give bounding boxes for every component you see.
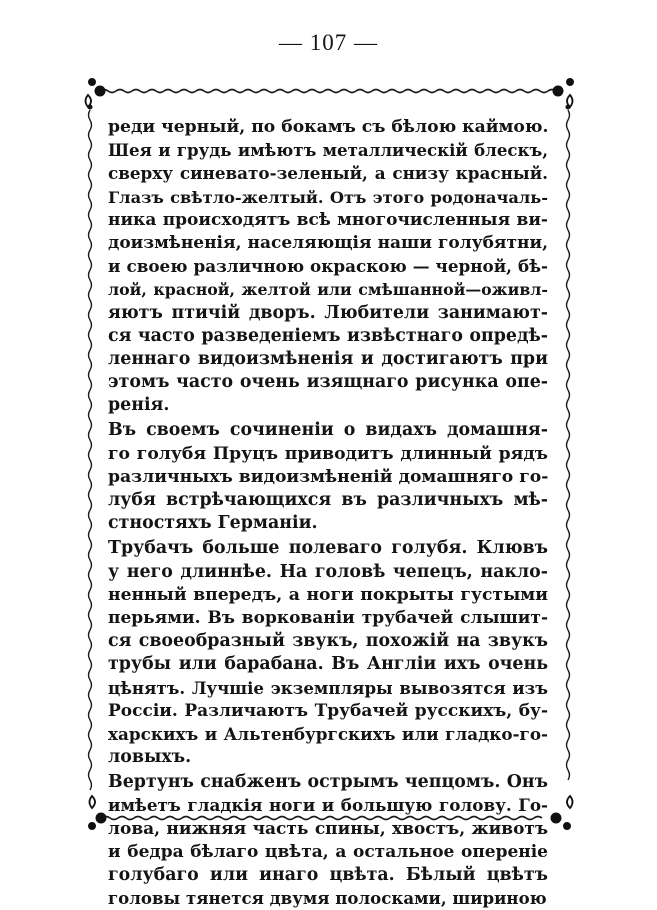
corner-ornament-top-right <box>553 79 574 110</box>
border-top <box>100 90 556 93</box>
text-line: леннаго видоизмѣненія и достигаютъ при <box>108 348 548 369</box>
text-line: сверху синевато-зеленый, а снизу красный. <box>108 163 548 184</box>
text-line: цѣнятъ. Лучшіе экземпляры вывозятся изъ <box>108 677 548 698</box>
text-line: ся часто разведеніемъ извѣстнаго опредѣ- <box>108 325 548 346</box>
text-line: Трубачъ больше полеваго голубя. Клювъ <box>108 538 548 559</box>
corner-ornament-top-left <box>86 79 106 110</box>
text-line: ся своеобразный звукъ, похожій на звукъ <box>108 631 548 652</box>
text-line: лой, красной, желтой или смѣшанной—оживл- <box>108 280 548 300</box>
paragraph <box>108 771 548 910</box>
text-line: лова, нижняя часть спины, хвостъ, животъ <box>108 818 548 839</box>
text-line: лубя встрѣчающихся въ различныхъ мѣ- <box>108 490 548 510</box>
text-line: имѣетъ гладкія ноги и большую голову. Го- <box>108 795 548 816</box>
text-line: и бедра бѣлаго цвѣта, а остальное опереніе <box>108 841 548 862</box>
text-line: ненный впередъ, а ноги покрыты густыми <box>108 584 548 605</box>
text-line: доизмѣненія, населяющія наши голубятни, <box>108 232 548 253</box>
text-line: Шея и грудь имѣютъ металлическій блескъ, <box>108 140 548 161</box>
text-line: Въ своемъ сочиненіи о видахъ домашня- <box>108 420 548 441</box>
body-text <box>108 116 548 910</box>
text-line: ренія. <box>108 395 170 416</box>
text-line: различныхъ видоизмѣненій домашняго го- <box>108 466 548 487</box>
text-line: го голубя Пруцъ приводитъ длинный рядъ <box>108 443 548 464</box>
text-line: перьями. Въ воркованіи трубачей слышит- <box>108 607 548 628</box>
corner-ornament-bottom-left <box>89 796 107 830</box>
text-line: Вертунъ снабженъ острымъ чепцомъ. Онъ <box>108 772 548 793</box>
text-line: стностяхъ Германіи. <box>108 513 318 534</box>
paragraph <box>108 116 548 417</box>
text-line: у него длиннѣе. На головѣ чепецъ, накло- <box>108 561 548 582</box>
border-left <box>89 110 92 790</box>
text-line: и своею различною окраскою — черной, бѣ- <box>108 256 548 277</box>
paragraph <box>108 537 548 769</box>
text-line: Россіи. Различаютъ Трубачей русскихъ, бу- <box>108 700 548 721</box>
text-line: ловыхъ. <box>108 747 192 768</box>
text-line: Глазъ свѣтло-желтый. Отъ этого родоначаль- <box>108 187 548 207</box>
text-line: харскихъ и Альтенбургскихъ или гладко-го- <box>108 723 548 744</box>
corner-ornament-bottom-right <box>551 796 573 830</box>
text-line: трубы или барабана. Въ Англіи ихъ очень <box>108 654 548 675</box>
text-line: этомъ часто очень изящнаго рисунка опе- <box>108 372 548 393</box>
text-line: головы тянется двумя полосками, шириною <box>108 888 547 909</box>
text-line: яютъ птичій дворъ. Любители занимают- <box>108 302 548 323</box>
text-line: ника происходятъ всѣ многочисленныя ви- <box>108 209 548 230</box>
page-number: — 107 — <box>279 30 378 55</box>
text-line: голубаго или инаго цвѣта. Бѣлый цвѣтъ <box>108 865 548 885</box>
border-right <box>567 110 570 780</box>
text-line: реди черный, по бокамъ съ бѣлою каймою. <box>108 117 548 137</box>
paragraph <box>108 419 548 535</box>
